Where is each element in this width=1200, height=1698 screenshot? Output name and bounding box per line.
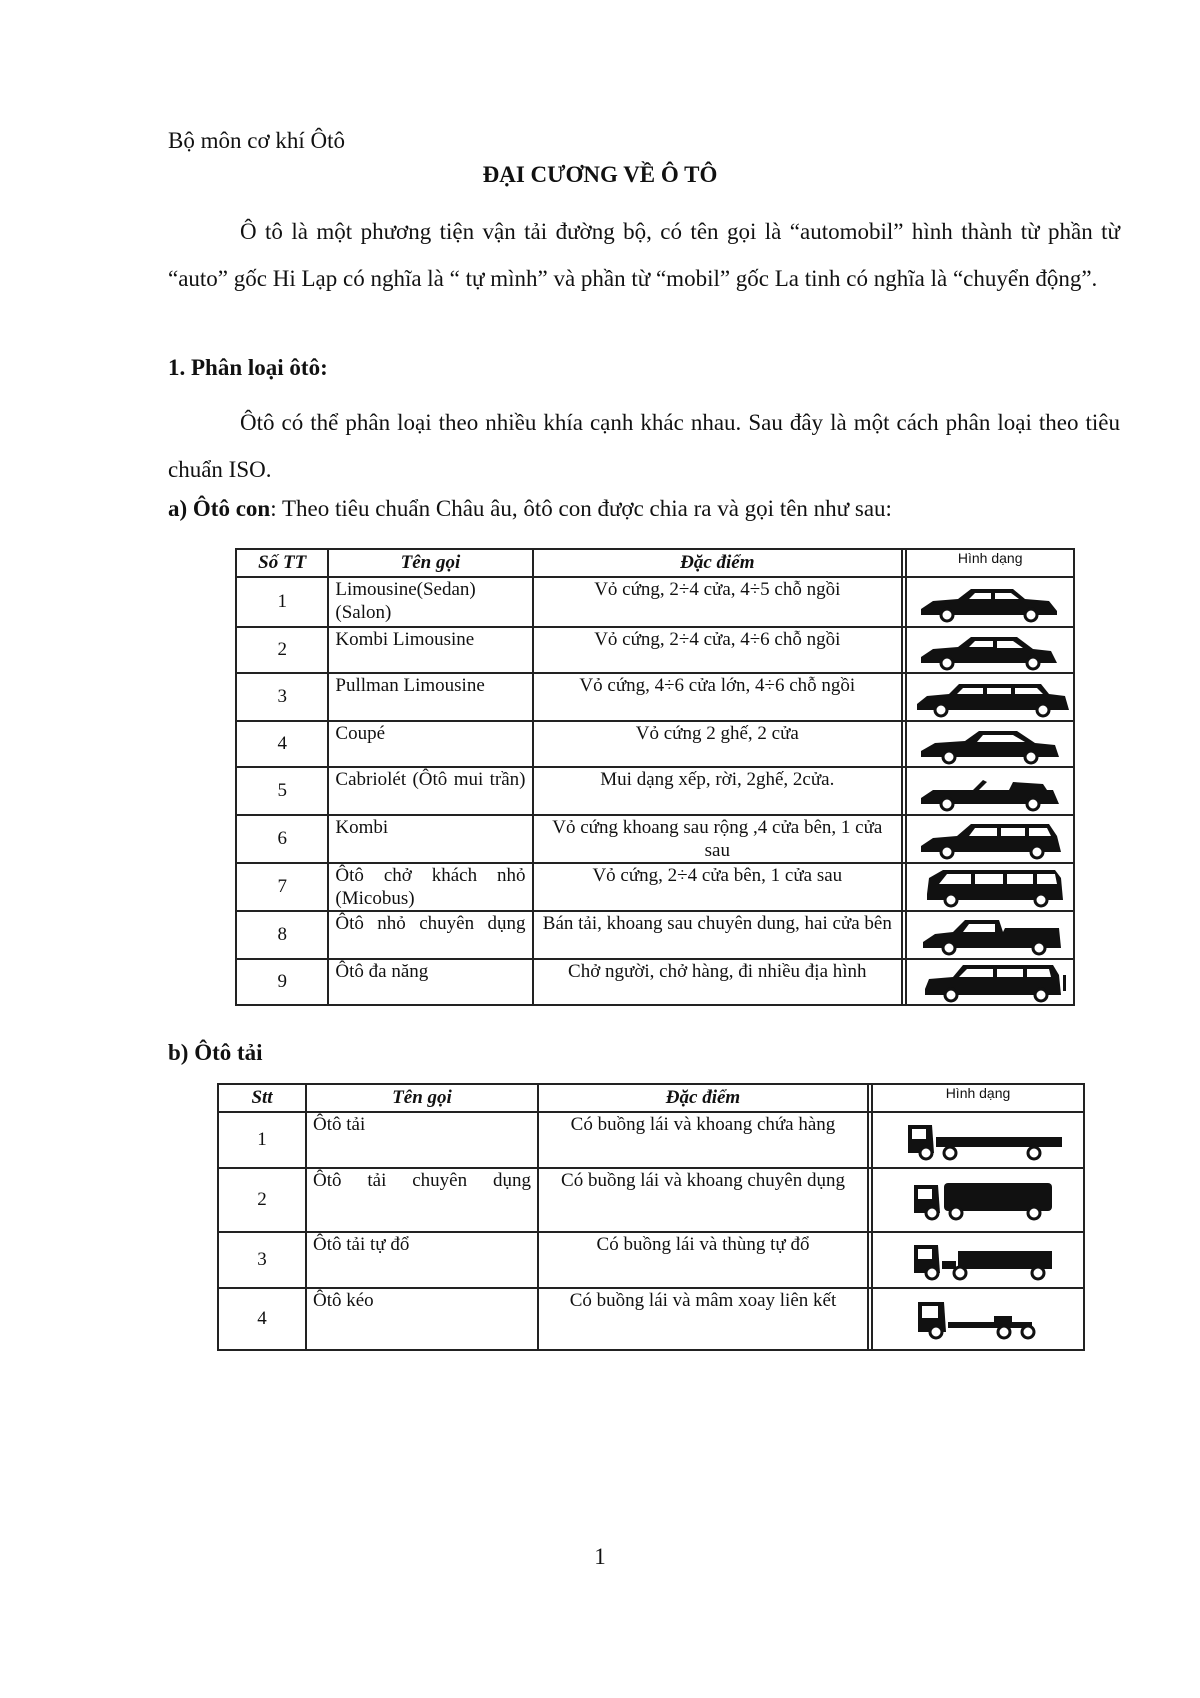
table-row bbox=[236, 863, 1074, 911]
row-name: Ôtô đa năng bbox=[328, 959, 532, 1005]
row-feature: Vỏ cứng, 2÷4 cửa bên, 1 cửa sau bbox=[533, 863, 903, 911]
row-shape bbox=[906, 673, 1074, 721]
row-feature: Vỏ cứng, 2÷4 cửa, 4÷6 chỗ ngồi bbox=[533, 627, 903, 673]
cars-table bbox=[235, 548, 1075, 1006]
cars-subheading bbox=[168, 496, 892, 522]
row-shape bbox=[906, 627, 1074, 673]
row-name: Cabriolét (Ôtô mui trần) bbox=[328, 767, 532, 815]
page-number: 1 bbox=[594, 1544, 606, 1569]
row-number: 7 bbox=[236, 863, 328, 911]
row-name: Coupé bbox=[328, 721, 532, 767]
row-name: Ôtô tải chuyên dụng bbox=[306, 1168, 538, 1232]
header-feature: Đặc điểm bbox=[533, 549, 903, 577]
cars-label-rest: : Theo tiêu chuẩn Châu âu, ôtô con được chia ra và gọi tên như sau: bbox=[270, 496, 892, 521]
row-number: 1 bbox=[218, 1112, 306, 1168]
department-header: Bộ môn cơ khí Ôtô bbox=[168, 128, 345, 153]
row-feature: Vỏ cứng, 2÷4 cửa, 4÷5 chỗ ngồi bbox=[533, 577, 903, 627]
table-row bbox=[218, 1168, 1084, 1232]
document-title: ĐẠI CƯƠNG VỀ Ô TÔ bbox=[482, 162, 718, 187]
row-number: 3 bbox=[236, 673, 328, 721]
tractor-unit-icon bbox=[888, 1298, 1068, 1340]
row-feature: Có buồng lái và khoang chứa hàng bbox=[538, 1112, 868, 1168]
row-shape bbox=[872, 1288, 1084, 1350]
row-number: 1 bbox=[236, 577, 328, 627]
row-number: 6 bbox=[236, 815, 328, 863]
row-number: 2 bbox=[236, 627, 328, 673]
table-header-row bbox=[236, 549, 1074, 577]
cabriolet-icon bbox=[913, 770, 1069, 812]
table-row bbox=[236, 721, 1074, 767]
table-row bbox=[236, 767, 1074, 815]
header-shape: Hình dạng bbox=[906, 549, 1074, 577]
pullman-icon bbox=[913, 676, 1069, 718]
row-shape bbox=[906, 911, 1074, 959]
row-number: 2 bbox=[218, 1168, 306, 1232]
section-heading: 1. Phân loại ôtô: bbox=[168, 355, 328, 380]
row-feature: Có buồng lái và khoang chuyên dụng bbox=[538, 1168, 868, 1232]
table-row bbox=[236, 577, 1074, 627]
row-feature: Vỏ cứng, 4÷6 cửa lớn, 4÷6 chỗ ngồi bbox=[533, 673, 903, 721]
table-row bbox=[236, 627, 1074, 673]
table-row bbox=[236, 673, 1074, 721]
header-feature: Đặc điểm bbox=[538, 1084, 868, 1112]
row-feature: Chở người, chở hàng, đi nhiều địa hình bbox=[533, 959, 903, 1005]
header-name: Tên gọi bbox=[328, 549, 532, 577]
row-name: Pullman Limousine bbox=[328, 673, 532, 721]
intro-text: Ô tô là một phương tiện vận tải đường bộ, có tên gọi là “automobil” hình thành từ phần từ “auto” gốc Hi Lạp có nghĩa là “ tự mình” và phần từ “mobil” gốc La tinh có nghĩa là “chuyển động”. bbox=[168, 219, 1120, 291]
suv-icon bbox=[913, 961, 1069, 1003]
microbus-icon bbox=[913, 866, 1069, 908]
row-name: Kombi Limousine bbox=[328, 627, 532, 673]
row-shape bbox=[906, 815, 1074, 863]
intro-paragraph bbox=[168, 208, 1120, 302]
row-feature: Vỏ cứng khoang sau rộng ,4 cửa bên, 1 cửa sau bbox=[533, 815, 903, 863]
row-feature: Vỏ cứng 2 ghế, 2 cửa bbox=[533, 721, 903, 767]
row-number: 8 bbox=[236, 911, 328, 959]
row-shape bbox=[906, 863, 1074, 911]
dump-truck-icon bbox=[888, 1239, 1068, 1281]
row-number: 3 bbox=[218, 1232, 306, 1288]
row-shape bbox=[906, 721, 1074, 767]
trucks-table bbox=[217, 1083, 1085, 1351]
row-number: 4 bbox=[218, 1288, 306, 1350]
row-shape bbox=[872, 1112, 1084, 1168]
header-no: Stt bbox=[218, 1084, 306, 1112]
row-shape bbox=[906, 767, 1074, 815]
table-row bbox=[218, 1112, 1084, 1168]
flatbed-truck-icon bbox=[888, 1119, 1068, 1161]
coupe-icon bbox=[913, 723, 1069, 765]
row-name: Kombi bbox=[328, 815, 532, 863]
row-feature: Có buồng lái và thùng tự đổ bbox=[538, 1232, 868, 1288]
row-shape bbox=[872, 1232, 1084, 1288]
row-shape bbox=[906, 959, 1074, 1005]
table-row bbox=[218, 1288, 1084, 1350]
kombi-limousine-icon bbox=[913, 629, 1069, 671]
kombi-icon bbox=[913, 818, 1069, 860]
box-truck-icon bbox=[888, 1179, 1068, 1221]
row-shape bbox=[906, 577, 1074, 627]
row-feature: Mui dạng xếp, rời, 2ghế, 2cửa. bbox=[533, 767, 903, 815]
row-number: 4 bbox=[236, 721, 328, 767]
table-row bbox=[218, 1232, 1084, 1288]
header-shape: Hình dạng bbox=[872, 1084, 1084, 1112]
row-name: Limousine(Sedan) (Salon) bbox=[328, 577, 532, 627]
section-paragraph bbox=[168, 399, 1120, 493]
row-shape bbox=[872, 1168, 1084, 1232]
row-name: Ôtô kéo bbox=[306, 1288, 538, 1350]
table-row bbox=[236, 959, 1074, 1005]
trucks-subheading: b) Ôtô tải bbox=[168, 1040, 263, 1065]
header-no: Số TT bbox=[236, 549, 328, 577]
sedan-icon bbox=[913, 581, 1069, 623]
row-name: Ôtô tải tự đổ bbox=[306, 1232, 538, 1288]
table-row bbox=[236, 911, 1074, 959]
section-text: Ôtô có thể phân loại theo nhiều khía cạnh khác nhau. Sau đây là một cách phân loại theo tiêu chuẩn ISO. bbox=[168, 410, 1120, 482]
row-name: Ôtô chở khách nhỏ (Micobus) bbox=[328, 863, 532, 911]
table-header-row bbox=[218, 1084, 1084, 1112]
row-name: Ôtô tải bbox=[306, 1112, 538, 1168]
table-row bbox=[236, 815, 1074, 863]
header-name: Tên gọi bbox=[306, 1084, 538, 1112]
row-feature: Có buồng lái và mâm xoay liên kết bbox=[538, 1288, 868, 1350]
cars-label: a) Ôtô con bbox=[168, 496, 271, 521]
row-number: 5 bbox=[236, 767, 328, 815]
row-feature: Bán tải, khoang sau chuyên dung, hai cửa bên bbox=[533, 911, 903, 959]
pickup-icon bbox=[913, 914, 1069, 956]
row-number: 9 bbox=[236, 959, 328, 1005]
row-name: Ôtô nhỏ chuyên dụng bbox=[328, 911, 532, 959]
